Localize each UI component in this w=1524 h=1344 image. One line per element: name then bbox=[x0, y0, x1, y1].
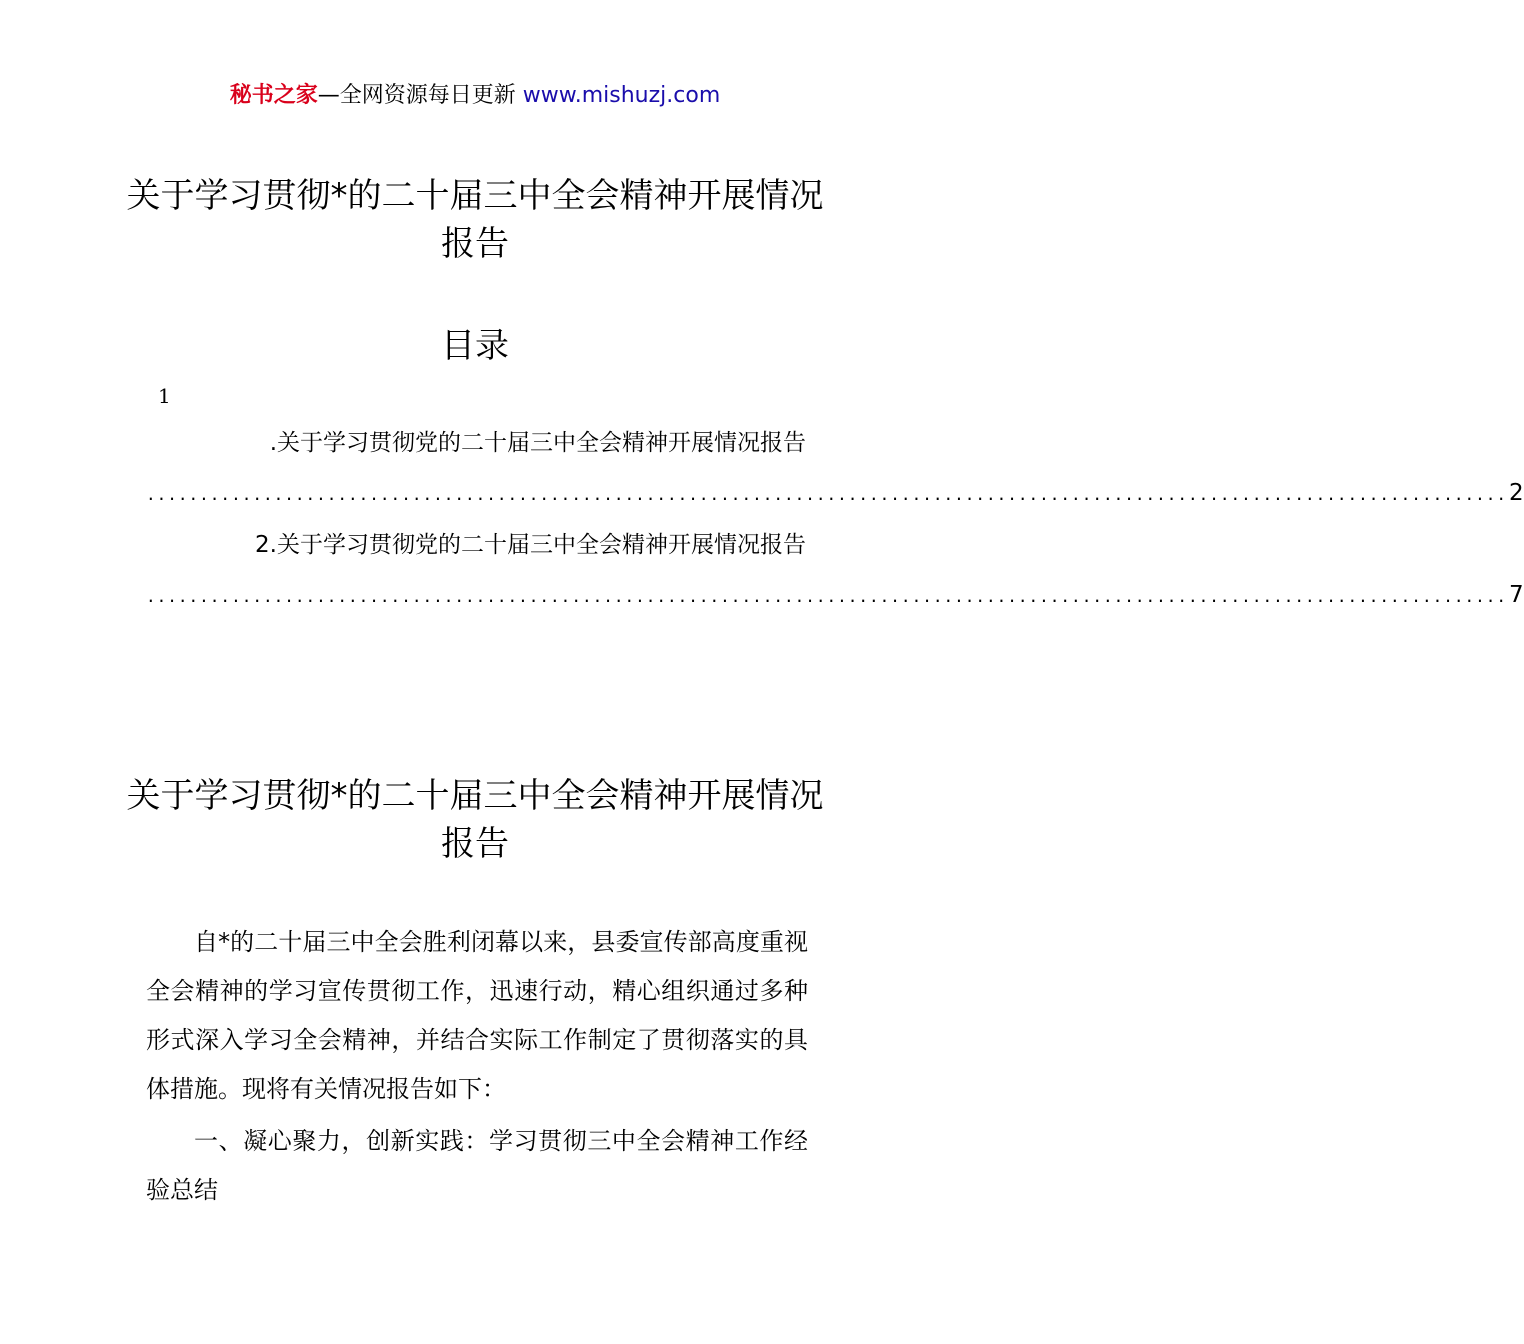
toc-entry-leader-line[interactable] bbox=[146, 476, 1524, 512]
site-header bbox=[0, 80, 950, 112]
toc-heading: 目录 bbox=[441, 326, 509, 366]
section-heading: 一、凝心聚力，创新实践：学习贯彻三中全会精神工作经验总结 bbox=[146, 1127, 808, 1204]
brand-name: 秘书之家 bbox=[229, 83, 318, 108]
toc-page-number: 7 bbox=[1509, 582, 1524, 608]
toc-entry-title[interactable]: 2.关于学习贯彻党的二十届三中全会精神开展情况报告 bbox=[255, 532, 806, 558]
site-url[interactable]: www.mishuzj.com bbox=[522, 83, 721, 108]
body-paragraph: 自*的二十届三中全会胜利闭幕以来，县委宣传部高度重视全会精神的学习宣传贯彻工作，迅速行动，精心组织通过多种形式深入学习全会精神，并结合实际工作制定了贯彻落实的具体措施。现将有关情况报告如下： bbox=[146, 928, 808, 1103]
toc-entry-leader-line[interactable] bbox=[146, 578, 1524, 614]
toc-leader-dots: ................................................................................................................................ bbox=[146, 587, 1507, 606]
tagline: —全网资源每日更新 bbox=[317, 83, 523, 108]
toc-entry-title[interactable]: .关于学习贯彻党的二十届三中全会精神开展情况报告 bbox=[269, 430, 806, 456]
toc-number-label: 1 bbox=[158, 384, 171, 408]
toc-leader-dots: ................................................................................................................................ bbox=[146, 485, 1507, 504]
toc-page-number: 2 bbox=[1509, 480, 1524, 506]
article-title: 关于学习贯彻*的二十届三中全会精神开展情况报告 bbox=[126, 776, 824, 864]
cover-title: 关于学习贯彻*的二十届三中全会精神开展情况报告 bbox=[126, 176, 824, 264]
